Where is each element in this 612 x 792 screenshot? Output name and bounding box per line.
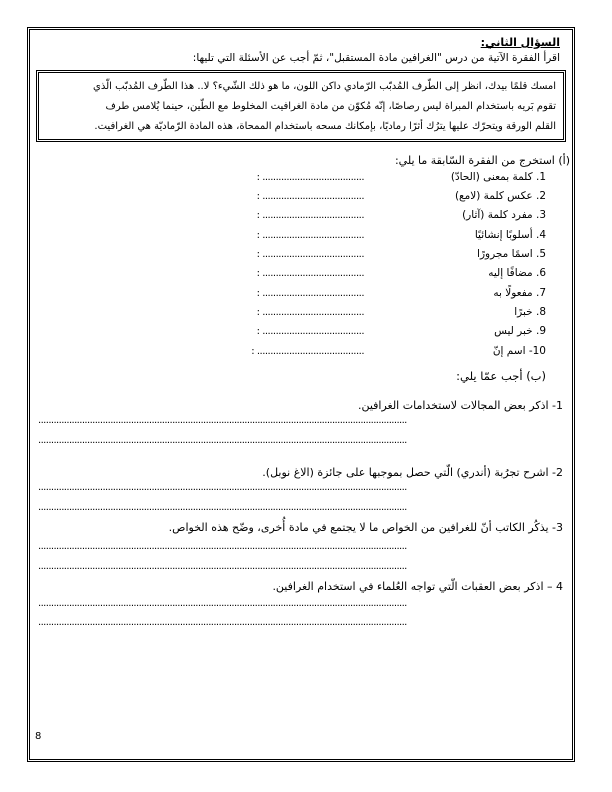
question-2: 2- اشرح تجرُبة (أندري) الّتي حصل بموجبها على جائزة (الاغ نوبل). xyxy=(262,466,563,479)
part-a-answer-field[interactable]: : ...................................... xyxy=(256,307,364,318)
part-a-item-label: 10- اسم إنّ xyxy=(492,345,546,357)
part-a-item-label: 7. مفعولًا به xyxy=(493,287,546,299)
part-a-item-label: 6. مضافًا إليه xyxy=(488,267,546,279)
answer-line[interactable]: ............................................................................................................................................... xyxy=(38,415,407,426)
part-a-answer-field[interactable]: : ...................................... xyxy=(256,230,364,241)
instruction-text: اقرأ الفقرة الآتية من درس "الغرافين مادة المستقبل"، ثمّ أجب عن الأسئلة التي تليها: xyxy=(192,52,560,64)
question-4: 4 – اذكر بعض العقبات الّتي تواجه العُلماء في استخدام الغرافين. xyxy=(272,580,563,593)
part-a-answer-field[interactable]: : ...................................... xyxy=(256,172,364,183)
answer-line[interactable]: ............................................................................................................................................... xyxy=(38,541,407,552)
answer-line[interactable]: ............................................................................................................................................... xyxy=(38,617,407,628)
answer-line[interactable]: ............................................................................................................................................... xyxy=(38,482,407,493)
part-a-answer-field[interactable]: : ...................................... xyxy=(256,191,364,202)
part-a-item-label: 9. خبر ليس xyxy=(494,325,546,337)
part-a-answer-field[interactable]: : ...................................... xyxy=(256,268,364,279)
passage-box xyxy=(36,70,566,142)
passage-line: تقوم بَريه باستخدام المبراة ليس رصاصًا، إنّه مُكوّن من مادة الغرافيت المخلوط مع الطّين، حينما يُلامس طرف xyxy=(105,101,556,112)
part-a-answer-field[interactable]: : ........................................ xyxy=(251,346,364,357)
part-a-heading: (أ) استخرج من الفقرة السّابقة ما يلي: xyxy=(394,154,570,167)
part-a-item-label: 4. أسلوبًا إنشائيًا xyxy=(474,229,546,241)
question-1: 1- اذكر بعض المجالات لاستخدامات الغرافين. xyxy=(357,399,563,412)
part-a-item-label: 5. اسمًا مجرورًا xyxy=(477,248,546,260)
answer-line[interactable]: ............................................................................................................................................... xyxy=(38,502,407,513)
answer-line[interactable]: ............................................................................................................................................... xyxy=(38,598,407,609)
part-b-heading: (ب) أجب عمّا يلي: xyxy=(456,369,546,383)
page-number: 8 xyxy=(35,731,42,742)
part-a-item-label: 1. كلمة بمعنى (الحادّ) xyxy=(450,171,546,183)
question-3: 3- يذكُر الكاتب أنّ للغرافين من الخواص ما لا يجتمع في مادة أُخرى، وضّح هذه الخواص. xyxy=(168,521,563,534)
answer-line[interactable]: ............................................................................................................................................... xyxy=(38,435,407,446)
part-a-answer-field[interactable]: : ...................................... xyxy=(256,249,364,260)
answer-line[interactable]: ............................................................................................................................................... xyxy=(38,561,407,572)
part-a-answer-field[interactable]: : ...................................... xyxy=(256,288,364,299)
part-a-answer-field[interactable]: : ...................................... xyxy=(256,210,364,221)
part-a-item-label: 3. مفرد كلمة (آثار) xyxy=(462,209,546,221)
passage-line: امسك قلمًا بيدك، انظر إلى الطّرف المُدبّب الرّمادي داكن اللون، ما هو ذلك الشّيء؟ لا.. هذا الطّرف المُدبّب الّذي xyxy=(93,81,556,92)
part-a-answer-field[interactable]: : ...................................... xyxy=(256,326,364,337)
part-a-item-label: 8. خبرًا xyxy=(514,306,546,318)
section-title: السؤال الثاني: xyxy=(480,36,560,49)
part-a-item-label: 2. عكس كلمة (لامع) xyxy=(454,190,546,202)
passage-line: القلم الورقة ويتحرّك عليها يترُك أثرًا رماديًا، بإمكانك مسحه باستخدام الممحاة، هذه المادة الرّماديّة هي الغرافيت. xyxy=(94,121,556,132)
